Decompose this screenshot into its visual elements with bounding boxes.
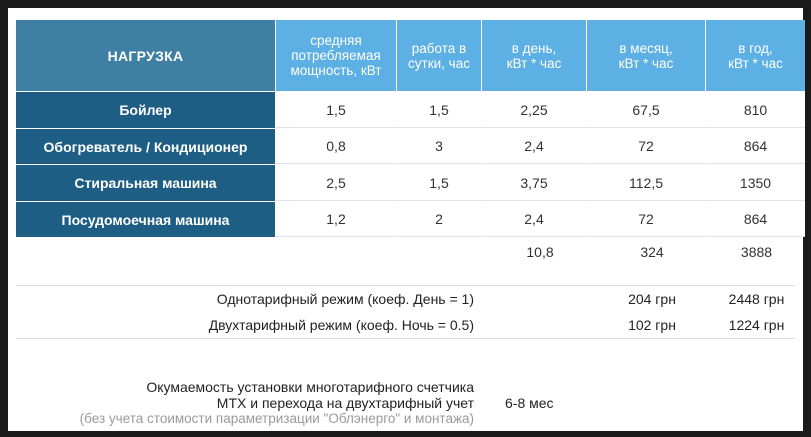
header-per-year: в год, кВт * час	[706, 20, 805, 91]
table-cell: 1,5	[397, 165, 481, 201]
row-label-heater: Обогреватель / Кондиционер	[16, 129, 275, 164]
table-cell: 810	[706, 92, 805, 128]
total-per-month: 324	[640, 244, 664, 260]
table-cell: 1,5	[397, 92, 481, 128]
header-load: НАГРУЗКА	[16, 20, 275, 91]
header-per-day: в день, кВт * час	[482, 20, 586, 91]
table-cell: 1,5	[276, 92, 396, 128]
table-cell: 2,25	[482, 92, 586, 128]
table-cell: 67,5	[587, 92, 705, 128]
single-tariff-year: 2448 грн	[728, 291, 785, 307]
header-per-month: в месяц, кВт * час	[587, 20, 705, 91]
dual-tariff-year: 1224 грн	[728, 317, 785, 333]
divider	[16, 285, 795, 286]
table-cell: 2,4	[482, 129, 586, 164]
payback-value: 6-8 мес	[505, 395, 554, 411]
table-cell: 3,75	[482, 165, 586, 201]
row-label-washer: Стиральная машина	[16, 165, 275, 201]
payback-line-2: МТХ и перехода на двухтарифный учет	[216, 394, 474, 411]
divider	[16, 338, 795, 339]
table-cell: 112,5	[587, 165, 705, 201]
payback-line-1: Окумаемость установки многотарифного счетчика	[146, 379, 474, 395]
content-panel	[8, 8, 803, 431]
table-cell: 72	[587, 202, 705, 237]
row-label-dishwasher: Посудомоечная машина	[16, 202, 275, 237]
payback-note: (без учета стоимости параметризации "Облэнерго" и монтажа)	[79, 411, 474, 426]
table-cell: 864	[706, 129, 805, 164]
single-tariff-month: 204 грн	[628, 291, 676, 307]
table-cell: 2	[397, 202, 481, 237]
table-cell: 0,8	[276, 129, 396, 164]
table-cell: 2,4	[482, 202, 586, 237]
single-tariff-label: Однотарифный режим (коеф. День = 1)	[216, 291, 474, 307]
table-cell: 2,5	[276, 165, 396, 201]
payback-description	[80, 380, 474, 427]
table-cell: 1,2	[276, 202, 396, 237]
header-power: средняя потребляемая мощность, кВт	[276, 20, 396, 91]
row-label-boiler: Бойлер	[16, 92, 275, 128]
table-cell: 864	[706, 202, 805, 237]
total-per-day: 10,8	[526, 244, 554, 260]
table-cell: 3	[397, 129, 481, 164]
total-per-year: 3888	[740, 244, 773, 260]
table-cell: 1350	[706, 165, 805, 201]
table-cell: 72	[587, 129, 705, 164]
consumption-table	[16, 20, 805, 237]
header-hours: работа в сутки, час	[397, 20, 481, 91]
dual-tariff-label: Двухтарифный режим (коеф. Ночь = 0.5)	[208, 317, 474, 333]
dual-tariff-month: 102 грн	[628, 317, 676, 333]
